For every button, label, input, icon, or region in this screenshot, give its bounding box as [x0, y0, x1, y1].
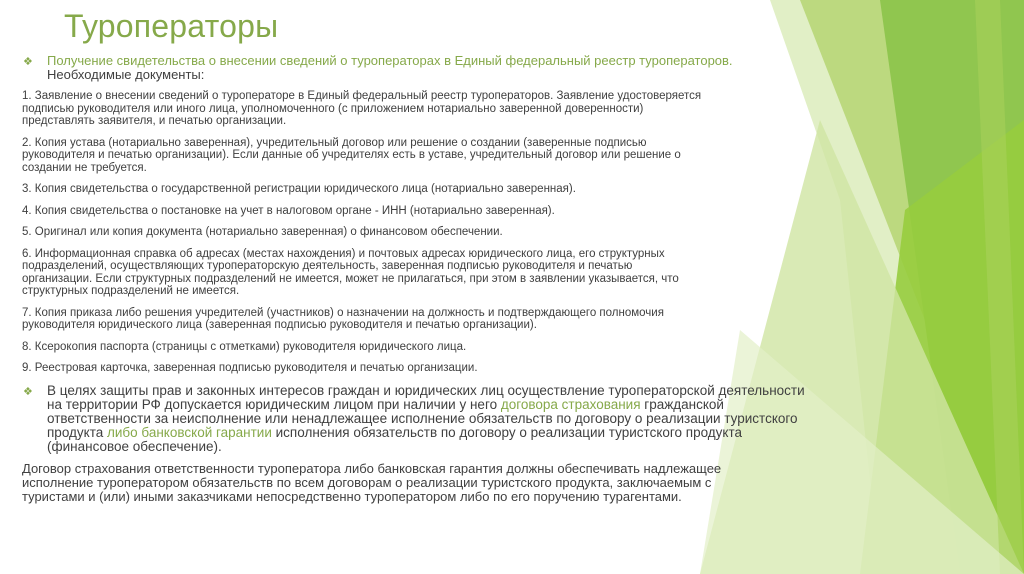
intro-text	[47, 54, 822, 82]
bank-guarantee-link[interactable]: либо банковской гарантии	[107, 424, 272, 440]
diamond-bullet-icon: ❖	[23, 385, 33, 398]
document-item: 1. Заявление о внесении сведений о туроператоре в Единый федеральный реестр туроператоров. Заявление удостоверяется подписью руководителя или иного лица, уполномоченного (с приложением нотариально заверенной доверенности) представлять заявителя, и печатью организации.	[22, 90, 702, 127]
final-paragraph: Договор страхования ответственности туроператора либо банковская гарантия должны обеспечивать надлежащее исполнение туроператором обязательств по всем договорам о реализации туристского продукта, заключаемым с туристами и (или) иными заказчиками непосредственно туроператором либо по его поручению турагентами.	[22, 460, 722, 504]
protection-text-part3: исполнения обязательств по договору о реализации туристского продукта (финансовое обеспечение).	[47, 424, 743, 454]
document-item: 2. Копия устава (нотариально заверенная), учредительный договор или решение о создании (заверенные подписью руководителя и печатью организации). Если данные об учредителях есть в уставе, учредительный договор или решение о создании не требуется.	[22, 136, 681, 174]
slide-title: Туроператоры	[64, 8, 279, 44]
document-item: 6. Информационная справка об адресах (местах нахождения) и почтовых адресах юридического лица, его структурных подразделений, осуществляющих туроператорскую деятельность, заверенная подписью руководителя и печатью организации. Если структурных подразделений не имеется, может не прилагаться, при этом в заявлении указывается, что структурных подразделений не имеется.	[22, 247, 679, 297]
document-item: 4. Копия свидетельства о постановке на учет в налоговом органе - ИНН (нотариально заверенная).	[22, 204, 555, 217]
diamond-bullet-icon: ❖	[23, 56, 33, 68]
insurance-link[interactable]: договора страхования	[500, 396, 641, 412]
protection-bullet	[22, 384, 822, 454]
intro-subheading: Необходимые документы:	[47, 67, 205, 82]
protection-text	[47, 384, 822, 454]
document-list	[22, 90, 822, 375]
protection-text-part1: В целях защиты прав и законных интересов граждан и юридических лиц осуществление туроператорской деятельности на территории РФ допускается юридическим лицом при наличии у него	[47, 382, 805, 412]
document-item: 7. Копия приказа либо решения учредителей (участников) о назначении на должность и подтверждающего полномочия руководителя юридического лица (заверенная подписью руководителя и печатью организации).	[22, 306, 664, 331]
document-item: 5. Оригинал или копия документа (нотариально заверенная) о финансовом обеспечении.	[22, 226, 503, 238]
document-item: 9. Реестровая карточка, заверенная подписью руководителя и печатью организации.	[22, 362, 478, 374]
intro-heading: Получение свидетельства о внесении сведений о туроператорах в Единый федеральный реестр туроператоров.	[47, 53, 733, 68]
intro-bullet	[22, 54, 822, 82]
document-item: 8. Ксерокопия паспорта (страницы с отметками) руководителя юридического лица.	[22, 340, 467, 353]
slide-content	[22, 54, 822, 504]
protection-text-part2: гражданской ответственности за неисполнение или ненадлежащее исполнение обязательств по договору о реализации туристского продукта	[47, 396, 798, 440]
document-item: 3. Копия свидетельства о государственной регистрации юридического лица (нотариально заверенная).	[22, 183, 576, 195]
